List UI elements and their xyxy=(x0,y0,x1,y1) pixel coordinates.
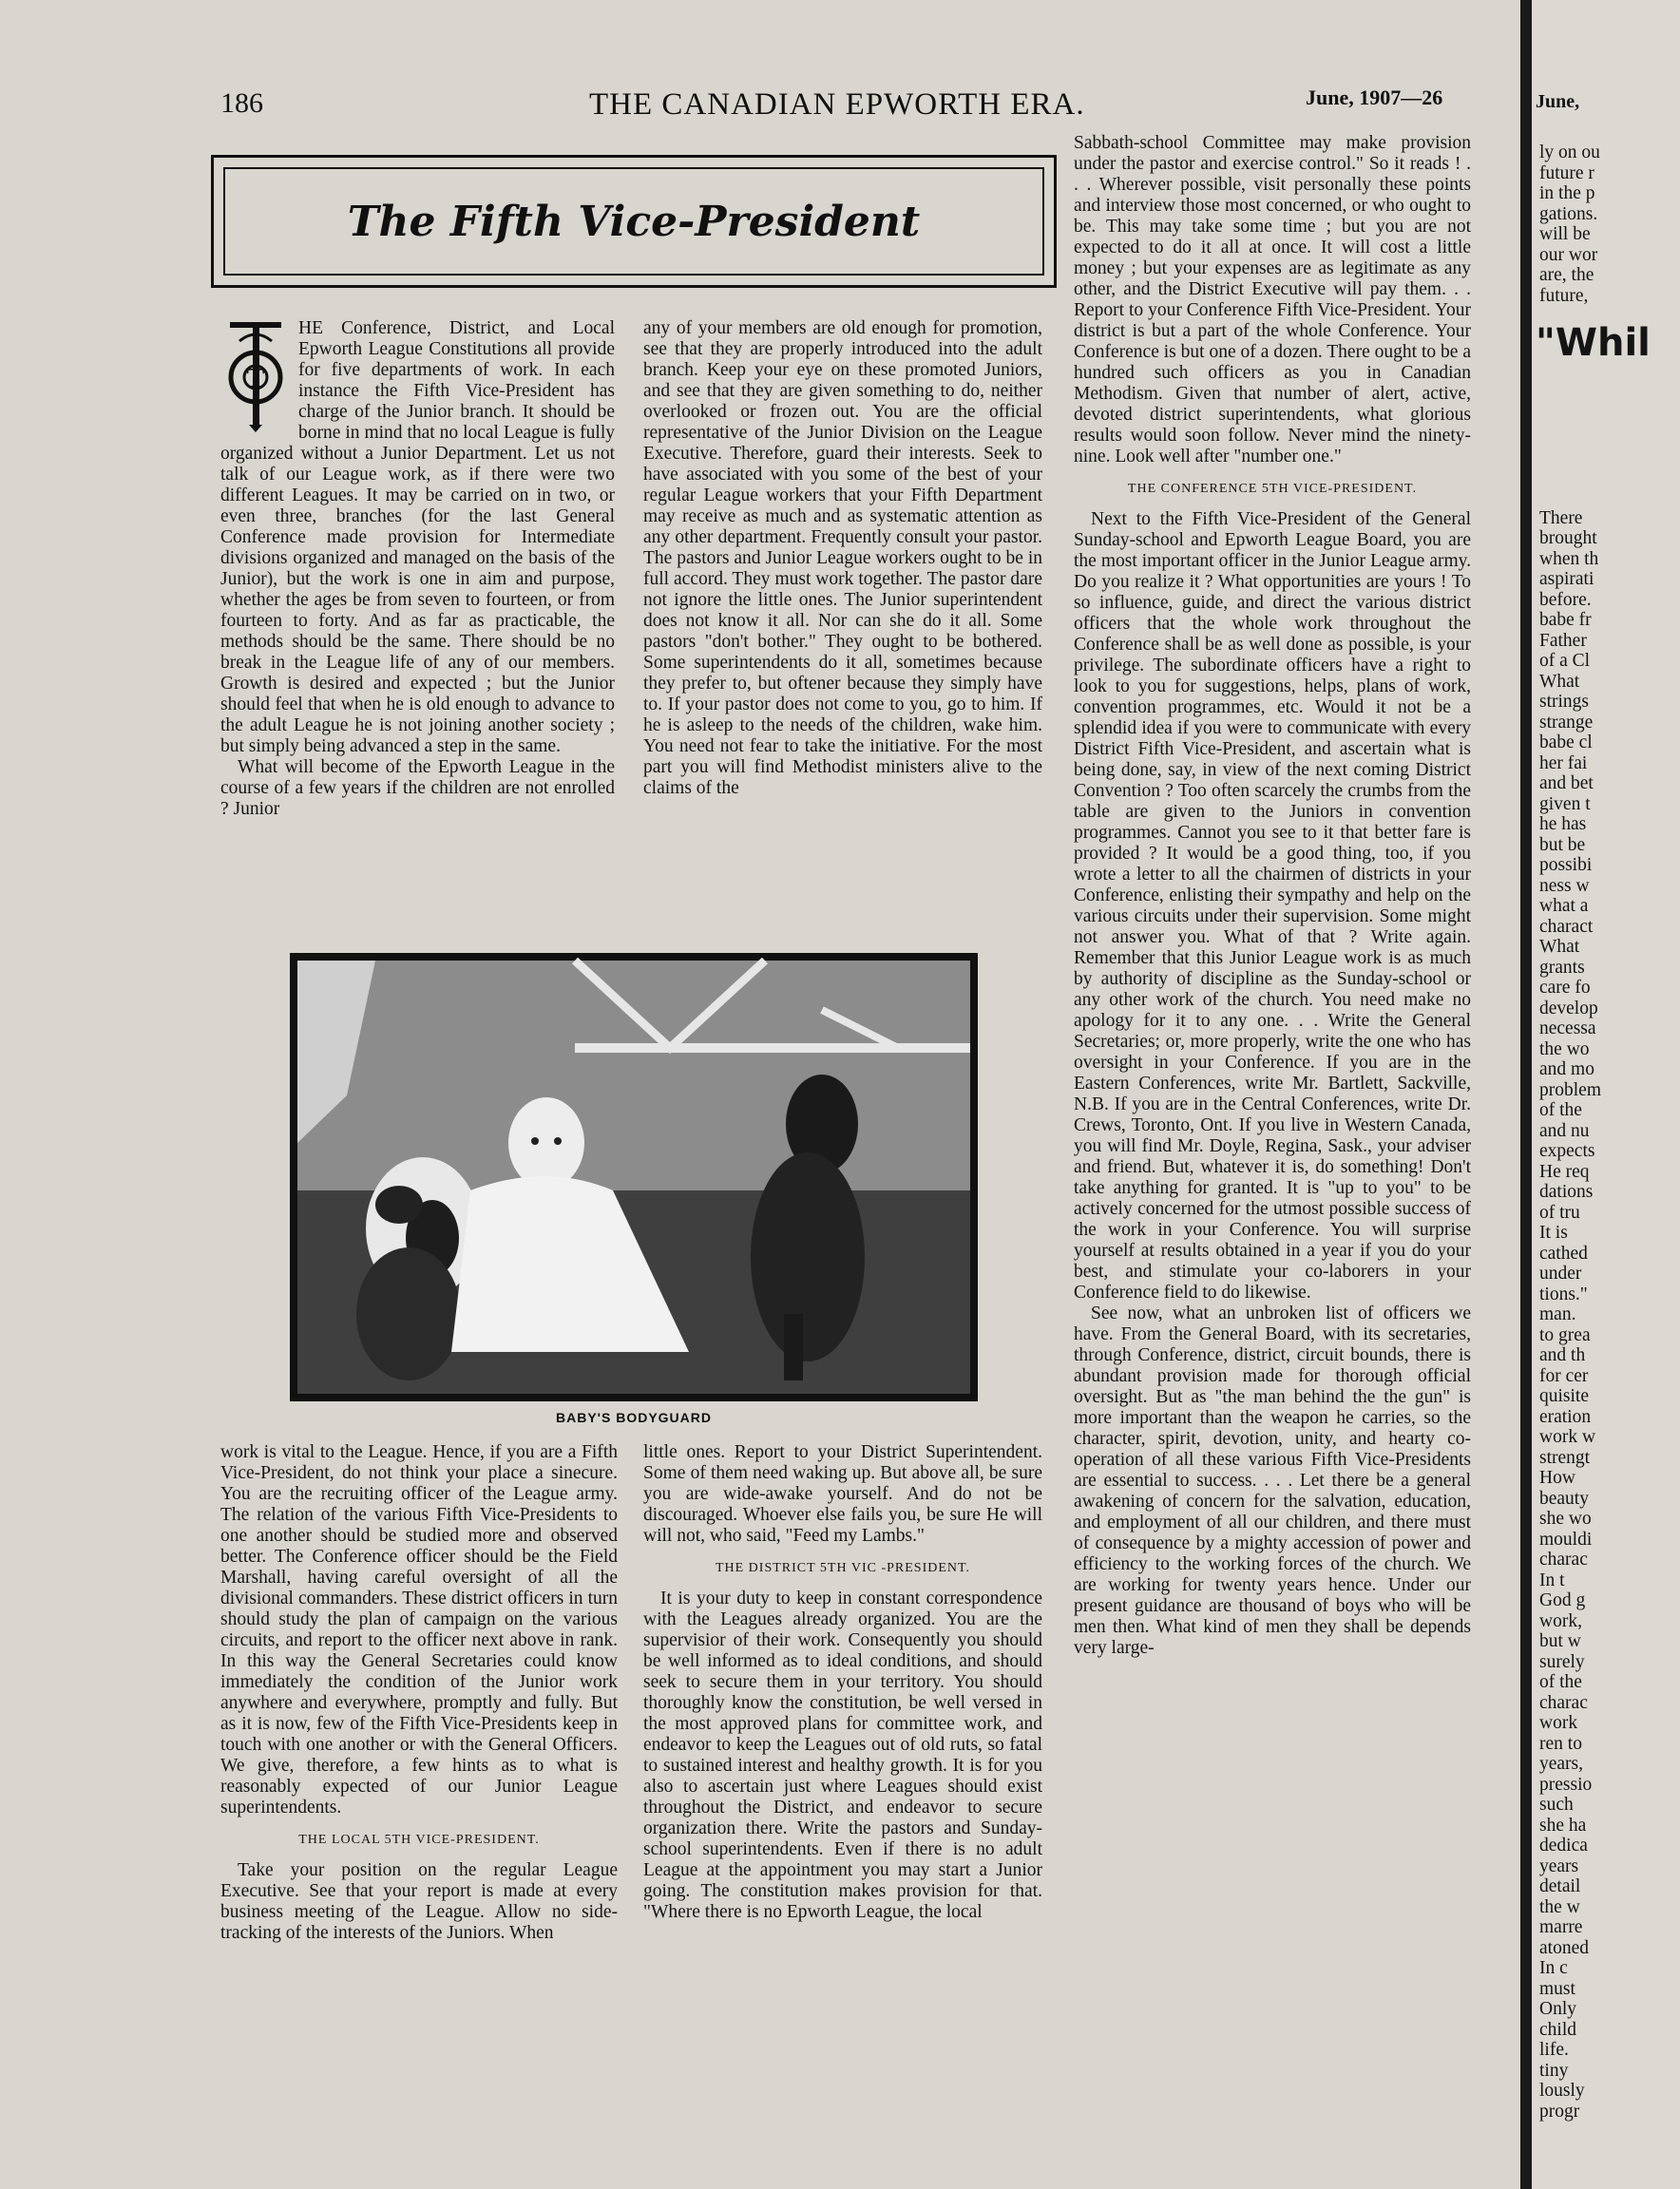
adjacent-page-line: work xyxy=(1539,1713,1578,1733)
adjacent-page-line: eration xyxy=(1539,1406,1592,1427)
svg-text:T: T xyxy=(246,364,265,393)
paragraph-intro: HE Conference, District, and Local Epworth League Constitutions all provide for five departments of work. In each instance the Fifth Vice-President has charge of the Junior branch. It should be borne in mind that no local League is fully organized without a Junior Department. Let us not talk of our League work, as if there were two different Leagues. It may be carried on in two, or even three, branches (for the last General Conference made provision for Intermediate divisions organized and managed on the basis of the Junior), but the work is one in aim and purpose, whether the ages be from seven to fourteen, or from fourteen to forty. And as far as practicable, the methods should be the same. There should be no break in the League life of any of our members. Growth is desired and expected ; but the Junior should feel that when he is old enough to advance to the adult League he is not joining another society ; but simply being advanced a step in the same. xyxy=(220,318,615,756)
adjacent-page-line: but be xyxy=(1539,834,1586,855)
column-1-bottom xyxy=(220,1442,618,1944)
adjacent-page-line: life. xyxy=(1539,2040,1569,2060)
subheading-conference: THE CONFERENCE 5TH VICE-PRESIDENT. xyxy=(1127,482,1418,496)
adjacent-page-line: marre xyxy=(1539,1917,1583,1937)
adjacent-page-line: God g xyxy=(1539,1590,1586,1610)
adjacent-page-line: but w xyxy=(1539,1631,1581,1651)
paragraph-sabbath-school: Sabbath-school Committee may make provision under the pastor and exercise control." So it reads ! . . . Wherever possible, visit personally these points and interview those most concerned, or who ought to be. This may take some time ; but you are not expected to do it all at once. It will cost a little money ; but your expenses are as legitimate as any other, and the District Executive will pay them. . . Report to your Conference Fifth Vice-President. Your district is but a part of the whole Conference. Your Conference is but one of a dozen. There ought to be a hundred such officers as you in Canadian Methodism. Given that number of alert, active, devoted district superintendents, what glorious results would soon follow. Never mind the ninety-nine. Look well after "number one." xyxy=(1074,133,1471,466)
adjacent-page-line: she wo xyxy=(1539,1509,1592,1529)
adjacent-page-line: surely xyxy=(1539,1651,1585,1672)
adjacent-page-line: tions." xyxy=(1539,1284,1588,1304)
adjacent-page-line: ren to xyxy=(1539,1733,1582,1754)
adjacent-page-line: must xyxy=(1539,1978,1575,1999)
adjacent-page-line: of tru xyxy=(1539,1202,1580,1223)
adjacent-page-line: dations xyxy=(1539,1182,1594,1202)
adjacent-page-line: In t xyxy=(1539,1570,1565,1590)
adjacent-page-line: to grea xyxy=(1539,1324,1591,1345)
adjacent-page-line: babe fr xyxy=(1539,610,1592,630)
adjacent-page-line: problem xyxy=(1539,1079,1601,1100)
adjacent-page-line: cathed xyxy=(1539,1243,1588,1264)
adjacent-page-line: strings xyxy=(1539,692,1590,712)
publication-title: THE CANADIAN EPWORTH ERA. xyxy=(589,87,1085,122)
adjacent-page-line: beauty xyxy=(1539,1488,1589,1509)
adjacent-page-line: necessa xyxy=(1539,1018,1596,1038)
paragraph-vital-work: work is vital to the League. Hence, if you are a Fifth Vice-President, do not think your place a sinecure. You are the recruiting officer of the League army. The relation of the various Fifth Vice-Presidents to one another should be studied more and observed better. The Conference officer should be the Field Marshall, having careful oversight of all the divisional commanders. These district officers in turn should study the plan of campaign on the various circuits, and report to the officer next above in rank. In this way the General Secretaries could know immediately the condition of the Junior work anywhere and everywhere, promptly and fully. But as it is now, few of the Fifth Vice-Presidents keep in touch with one another or with the General Officers. We give, therefore, a few hints as to what is reasonably expected of our Junior League superintendents. xyxy=(220,1442,618,1818)
paragraph-what-will-become: What will become of the Epworth League in the course of a few years if the children are not enrolled ? Junior xyxy=(220,757,615,819)
adjacent-page-line: and th xyxy=(1539,1345,1586,1365)
adjacent-page-line: what a xyxy=(1539,896,1589,916)
column-1-top xyxy=(220,318,615,820)
adjacent-page-line: such xyxy=(1539,1795,1574,1815)
article-title: The Fifth Vice-President xyxy=(347,197,921,246)
baby-photograph xyxy=(290,953,978,1401)
paragraph-little-ones: little ones. Report to your District Superintendent. Some of them need waking up. But above all, be sure you are wide-awake yourself. And do not be discouraged. Whoever else fails you, be sure He will will not, who said, "Feed my Lambs." xyxy=(643,1442,1042,1546)
adjacent-page-line: Only xyxy=(1539,1999,1576,2019)
adjacent-page-line: lously xyxy=(1539,2081,1585,2101)
adjacent-page-line: care fo xyxy=(1539,978,1591,998)
adjacent-page-line: charact xyxy=(1539,916,1594,937)
adjacent-page-line: pressio xyxy=(1539,1774,1593,1795)
adjacent-page-line: grants xyxy=(1539,957,1585,978)
adjacent-page-line: and nu xyxy=(1539,1120,1590,1141)
adjacent-page-line: child xyxy=(1539,2019,1576,2040)
issue-date: June, 1907—26 xyxy=(1306,86,1443,109)
adjacent-page-line: He req xyxy=(1539,1161,1590,1182)
paragraph-officers-list: See now, what an unbroken list of officers we have. From the General Board, with its secretaries, through Conference, district, circuit bounds, there is abundant provision made for thorough official oversight. But as "the man behind the the gun" is more important than the weapon he carries, so the character, spirit, devotion, unity, and hearty co-operation of all these various Fifth Vice-Presidents are essential to success. . . . Let there be a general awakening of concern for the salvation, education, and employment of all our children, and there must of consequence by a mighty accession of power and efficiency to the working forces of the church. We are working for twenty years hence. Under our present guidance are thousand of boys who will be men then. What kind of men they shall be depends very large- xyxy=(1074,1304,1471,1658)
subheading-local: THE LOCAL 5TH VICE-PRESIDENT. xyxy=(298,1833,540,1847)
adjacent-page-line: expects xyxy=(1539,1141,1595,1161)
adjacent-page-line: the wo xyxy=(1539,1038,1590,1059)
article-title-box xyxy=(211,155,1057,288)
adjacent-page-line: man. xyxy=(1539,1304,1576,1324)
adjacent-page-line: aspirati xyxy=(1539,569,1594,589)
adjacent-page-line: when th xyxy=(1539,548,1599,569)
adjacent-page-line: our wor xyxy=(1539,244,1598,265)
adjacent-page-line: and bet xyxy=(1539,773,1594,793)
adjacent-page-line: are, the xyxy=(1539,265,1594,285)
adjacent-page-line: dedica xyxy=(1539,1836,1588,1856)
adjacent-page-line: ness w xyxy=(1539,875,1590,896)
adjacent-page-line: he has xyxy=(1539,814,1587,834)
paragraph-conference: Next to the Fifth Vice-President of the General Sunday-school and Epworth League Board, you are the most important officer in the Junior League army. Do you realize it ? What opportunities are yours ! To so influence, guide, and direct the various district officers that the whole work throughout the Conference shall be as well done as possible, is your privilege. The subordinate officers have a right to look to you for suggestions, helps, plans of work, convention programmes, etc. Would it not be a splendid idea if you were to communicate with every District Fifth Vice-President, and ascertain what is being done, say, in view of the next coming District Convention ? Too often scarcely the crumbs from the table are given to the Juniors in convention programmes. Cannot you see to it that better fare is provided ? It would be a good thing, too, if you wrote a letter to all the chairmen of districts in your Conference, enlisting their sympathy and help on the various circuits under their supervision. Some might not answer you. What of that ? Write again. Remember that this Junior League work is as much by authority of discipline as the Sunday-school or any other work of the church. You need make no apology for it to any one. . . Write the General Secretaries; or, more properly, write the one who has oversight in your Conference. If you are in the Eastern Conferences, write Mr. Bartlett, Sackville, N.B. If you are in the Central Conferences, write Dr. Crews, Toronto, Ont. If you live in Western Canada, you will find Mr. Doyle, Regina, Sask., your adviser and friend. But, whatever it is, do something! Don't take anything for granted. It is "up to you" to be actively concerned for the utmost possible success of the work in your Conference. You will surprise yourself at results obtained in a year if you do your best, and stimulate your co-laborers in your Conference field to do likewise. xyxy=(1074,509,1471,1303)
adjacent-page-line: Father xyxy=(1539,630,1587,651)
adjacent-page-line: years xyxy=(1539,1856,1579,1876)
column-2-bottom xyxy=(643,1442,1042,1923)
adjacent-page-line: gations. xyxy=(1539,203,1598,224)
adjacent-page-line: years, xyxy=(1539,1754,1584,1774)
adjacent-page-line: strange xyxy=(1539,712,1594,733)
adjacent-page-line: possibi xyxy=(1539,855,1593,875)
adjacent-page-line: given t xyxy=(1539,793,1591,814)
adjacent-page-line: before. xyxy=(1539,589,1592,610)
paragraph-local: Take your position on the regular League Executive. See that your report is made at every business meeting of the League. Allow no side-tracking of the interests of the Juniors. When xyxy=(220,1860,618,1943)
adjacent-page-line: mouldi xyxy=(1539,1529,1593,1550)
adjacent-page-line: work w xyxy=(1539,1427,1596,1447)
paragraph-district: It is your duty to keep in constant correspondence with the Leagues already organized. You are the supervisior of their work. Consequently you should be well informed as to ideal conditions, and should seek to secure them in your territory. You should thoroughly know the constitution, be well versed in the most approved plans for committee work, and endeavor to keep the Leagues out of old ruts, so fatal to sustained interest and healthy growth. It is for you also to ascertain just where Leagues should exist throughout the District, and endeavor to secure organization there. Write the pastors and Sunday-school superintendents. Even if there is no adult League at the appointment you may start a Junior going. The constitution makes provision for that. "Where there is no Epworth League, the local xyxy=(643,1589,1042,1922)
adjacent-page-line: brought xyxy=(1539,528,1597,548)
adjacent-page-line: There xyxy=(1539,507,1583,528)
adjacent-page-line: of a Cl xyxy=(1539,651,1591,671)
adjacent-page-line: for cer xyxy=(1539,1365,1589,1386)
adjacent-page-heading: "Whil xyxy=(1536,321,1651,365)
adjacent-page-line: of the xyxy=(1539,1672,1582,1692)
adjacent-page-line: future, xyxy=(1539,285,1589,306)
adjacent-page-line: How xyxy=(1539,1468,1575,1488)
paragraph-promotion: any of your members are old enough for promotion, see that they are properly introduced into the adult branch. Keep your eye on these promoted Juniors, and see that they are given something to do, neither overlooked or frozen out. You are the official representative of the Junior Division on the League Executive. Therefore, guard their interests. Seek to have associated with you some of the best of your regular League workers that your Fifth Department may receive as much and as systematic attention as any other department. Frequently consult your pastor. The pastors and Junior League workers ought to be in full accord. They must work together. The pastor dare not ignore the little ones. The Junior superintendent does not know it all. Nor can she do it all. Some pastors "don't bother." They ought to be bothered. Some superintendents do it all, sometimes because they prefer to, but oftener because they simply have to. If your pastor does not come to you, go to him. If he is asleep to the needs of the children, wake him. You need not fear to take the initiative. For the most part you will find Methodist ministers alive to the claims of the xyxy=(643,318,1042,798)
adjacent-page-line: and mo xyxy=(1539,1059,1594,1079)
adjacent-page-line: babe cl xyxy=(1539,733,1593,752)
adjacent-page-line: charac xyxy=(1539,1550,1588,1570)
adjacent-page-line: strengt xyxy=(1539,1447,1591,1468)
adjacent-page-line: progr xyxy=(1539,2101,1580,2122)
adjacent-page-line: in the p xyxy=(1539,183,1595,203)
adjacent-page-line: ly on ou xyxy=(1539,143,1600,162)
adjacent-page-line: charac xyxy=(1539,1692,1588,1713)
adjacent-page-line: of the xyxy=(1539,1100,1582,1120)
adjacent-page-line: will be xyxy=(1539,224,1591,244)
subheading-district: THE DISTRICT 5TH VIC -PRESIDENT. xyxy=(715,1561,971,1575)
adjacent-page-line: tiny xyxy=(1539,2060,1569,2081)
page-number: 186 xyxy=(220,87,263,119)
adjacent-page-line: In c xyxy=(1539,1958,1568,1978)
adjacent-page-line: What xyxy=(1539,671,1580,692)
photo-caption: BABY'S BODYGUARD xyxy=(555,1410,712,1425)
adjacent-page-line: under xyxy=(1539,1264,1582,1284)
adjacent-page-line: her fai xyxy=(1539,752,1588,773)
adjacent-page-line: work, xyxy=(1539,1610,1582,1631)
adjacent-page-line: develop xyxy=(1539,998,1598,1018)
adjacent-page-line: What xyxy=(1539,937,1580,957)
photo-illustration xyxy=(290,953,978,1401)
adjacent-page xyxy=(1532,0,1680,2189)
adjacent-page-line: detail xyxy=(1539,1876,1581,1896)
column-3 xyxy=(1074,133,1471,1659)
adjacent-page-line: future r xyxy=(1539,162,1594,183)
adjacent-page-line: the w xyxy=(1539,1896,1580,1917)
adjacent-page-line: atoned xyxy=(1539,1937,1589,1958)
adjacent-page-line: quisite xyxy=(1539,1386,1589,1406)
column-2-top xyxy=(643,318,1042,799)
drop-cap-ornament xyxy=(220,318,291,434)
adjacent-page-line: she ha xyxy=(1539,1815,1587,1836)
adjacent-page-header: June, xyxy=(1536,91,1580,112)
adjacent-page-line: It is xyxy=(1539,1223,1568,1243)
